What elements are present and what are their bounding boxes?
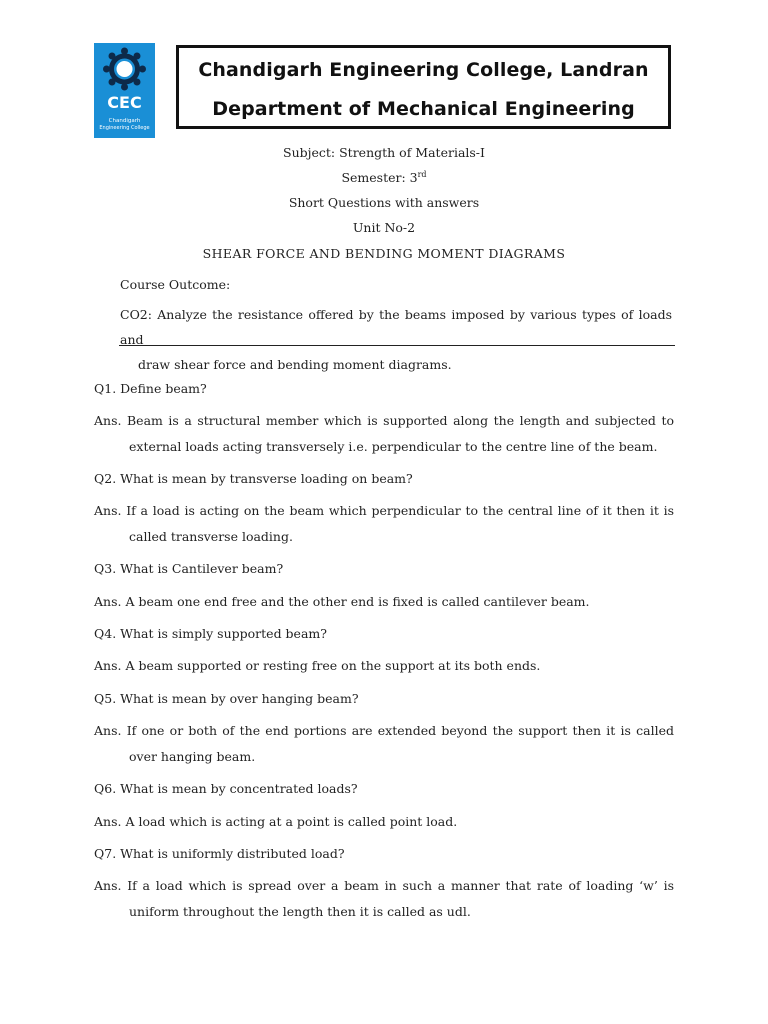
course-outcome-line1: CO2: Analyze the resistance offered by the beams imposed by various types of loads and <box>120 307 672 347</box>
question-1: Q1. Define beam? <box>94 381 207 396</box>
course-outcome-line2: draw shear force and bending moment diagrams. <box>138 357 452 372</box>
question-3: Q3. What is Cantilever beam? <box>94 561 284 576</box>
question-7: Q7. What is uniformly distributed load? <box>94 846 345 861</box>
college-logo <box>94 43 155 138</box>
course-outcome-label: Course Outcome: <box>120 277 231 292</box>
course-outcome-text <box>120 302 672 377</box>
answer-1: Ans. Beam is a structural member which is supported along the length and subjected to external loads acting transversely i.e. perpendicular to the centre line of the beam. <box>94 413 674 454</box>
answer-3: Ans. A beam one end free and the other end is fixed is called cantilever beam. <box>94 594 590 609</box>
answer-5: Ans. If one or both of the end portions are extended beyond the support then it is called over hanging beam. <box>94 723 674 764</box>
doc-type-line: Short Questions with answers <box>288 195 480 210</box>
divider-rule <box>119 345 675 346</box>
semester-text: Semester: 3 <box>341 170 418 185</box>
unit-line: Unit No-2 <box>352 220 416 235</box>
question-2: Q2. What is mean by transverse loading on beam? <box>94 471 413 486</box>
question-5: Q5. What is mean by over hanging beam? <box>94 691 359 706</box>
header-box <box>176 45 671 129</box>
logo-mark: CEC <box>107 93 142 112</box>
answer-7: Ans. If a load which is spread over a beam in such a manner that rate of loading ‘w’ is uniform throughout the length then it is called as udl. <box>94 878 674 919</box>
question-4: Q4. What is simply supported beam? <box>94 626 327 641</box>
logo-line1: Chandigarh <box>108 118 141 124</box>
answer-6: Ans. A load which is acting at a point is called point load. <box>94 814 458 829</box>
college-name: Chandigarh Engineering College, Landran <box>198 59 649 81</box>
semester-line <box>0 170 768 185</box>
subject-line: Subject: Strength of Materials-I <box>283 145 485 160</box>
logo-line2: Engineering College <box>99 125 150 131</box>
department-name: Department of Mechanical Engineering <box>212 98 635 120</box>
topic-title: SHEAR FORCE AND BENDING MOMENT DIAGRAMS <box>202 246 566 261</box>
answer-2: Ans. If a load is acting on the beam which perpendicular to the central line of it then it is called transverse loading. <box>94 503 674 544</box>
semester-suffix: rd <box>417 170 427 179</box>
question-6: Q6. What is mean by concentrated loads? <box>94 781 358 796</box>
answer-4: Ans. A beam supported or resting free on the support at its both ends. <box>94 658 541 673</box>
